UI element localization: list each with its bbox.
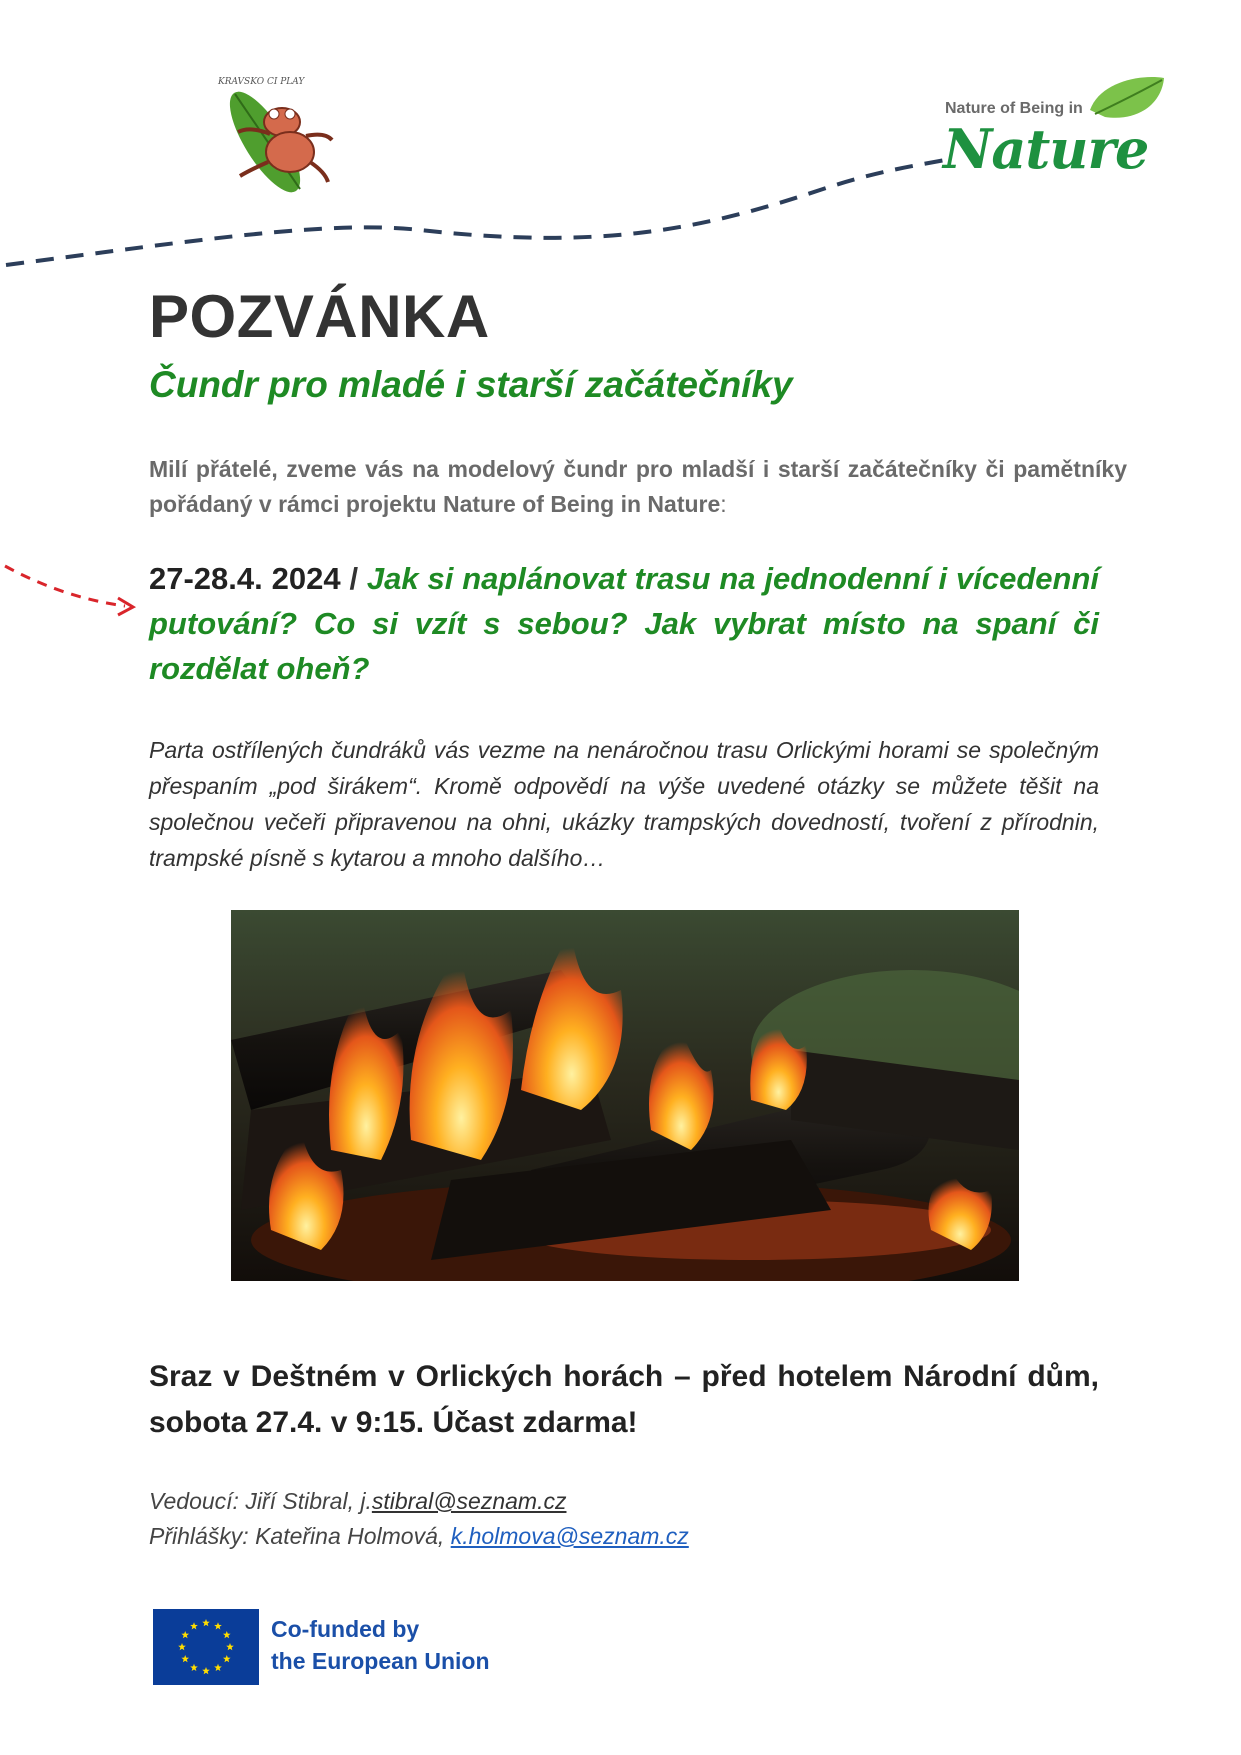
event-separator: / (349, 561, 359, 596)
eu-flag-icon (153, 1609, 259, 1685)
page-title: POZVÁNKA (149, 283, 490, 350)
eu-line2: the European Union (271, 1648, 490, 1674)
event-heading (149, 556, 1099, 691)
description-paragraph: Parta ostřílených čundráků vás vezme na nenáročnou trasu Orlickými horami se společným přespaním „pod širákem“. Kromě odpovědí na výše uvedené otázky se můžete těšit na společnou večeři připravenou na ohni, ukázky trampských dovedností, tvoření z přírodnin, trampské písně s kytarou a mnoho dalšího… (149, 737, 1099, 871)
nature-logo-line2: Nature (943, 117, 1149, 181)
intro-suffix: : (720, 491, 727, 517)
contacts (149, 1484, 689, 1554)
event-questions: Jak si naplánovat trasu na jednodenní i vícedenní putování? Co si vzít s sebou? Jak vybrat místo na spaní či rozdělat oheň? (149, 561, 1099, 686)
intro-paragraph (149, 452, 1127, 522)
signup-label: Přihlášky: Kateřina Holmová, (149, 1523, 451, 1549)
eu-line1: Co-funded by (271, 1616, 420, 1642)
meeting-info: Sraz v Deštném v Orlických horách – před hotelem Národní dům, sobota 27.4. v 9:15. Účast zdarma! (149, 1360, 1099, 1439)
nature-logo-line1: Nature of Being in (945, 100, 1083, 117)
leader-label: Vedoucí: Jiří Stibral, j. (149, 1488, 372, 1514)
intro-text: Milí přátelé, zveme vás na modelový čundr pro mladší i starší začátečníky či pamětníky pořádaný v rámci projektu Nature of Being in Nature (149, 456, 1127, 517)
red-dashed-arrow (5, 566, 125, 606)
event-date: 27-28.4. 2024 (149, 561, 341, 596)
frog-logo-lettering: KRAVSKO CI PLAY (218, 77, 305, 87)
leader-line (149, 1484, 689, 1519)
signup-email-link[interactable]: k.holmova@seznam.cz (450, 1523, 689, 1549)
eu-cofunded-text (271, 1613, 490, 1677)
subtitle: Čundr pro mladé i starší začátečníky (149, 364, 793, 405)
navy-dashed-trail (6, 160, 945, 265)
signup-line (149, 1519, 689, 1554)
frog-leaf-logo (210, 74, 350, 198)
red-arrowhead (118, 598, 133, 615)
campfire-photo (231, 910, 1019, 1281)
leader-email-link[interactable]: stibral@seznam.cz (371, 1488, 567, 1514)
